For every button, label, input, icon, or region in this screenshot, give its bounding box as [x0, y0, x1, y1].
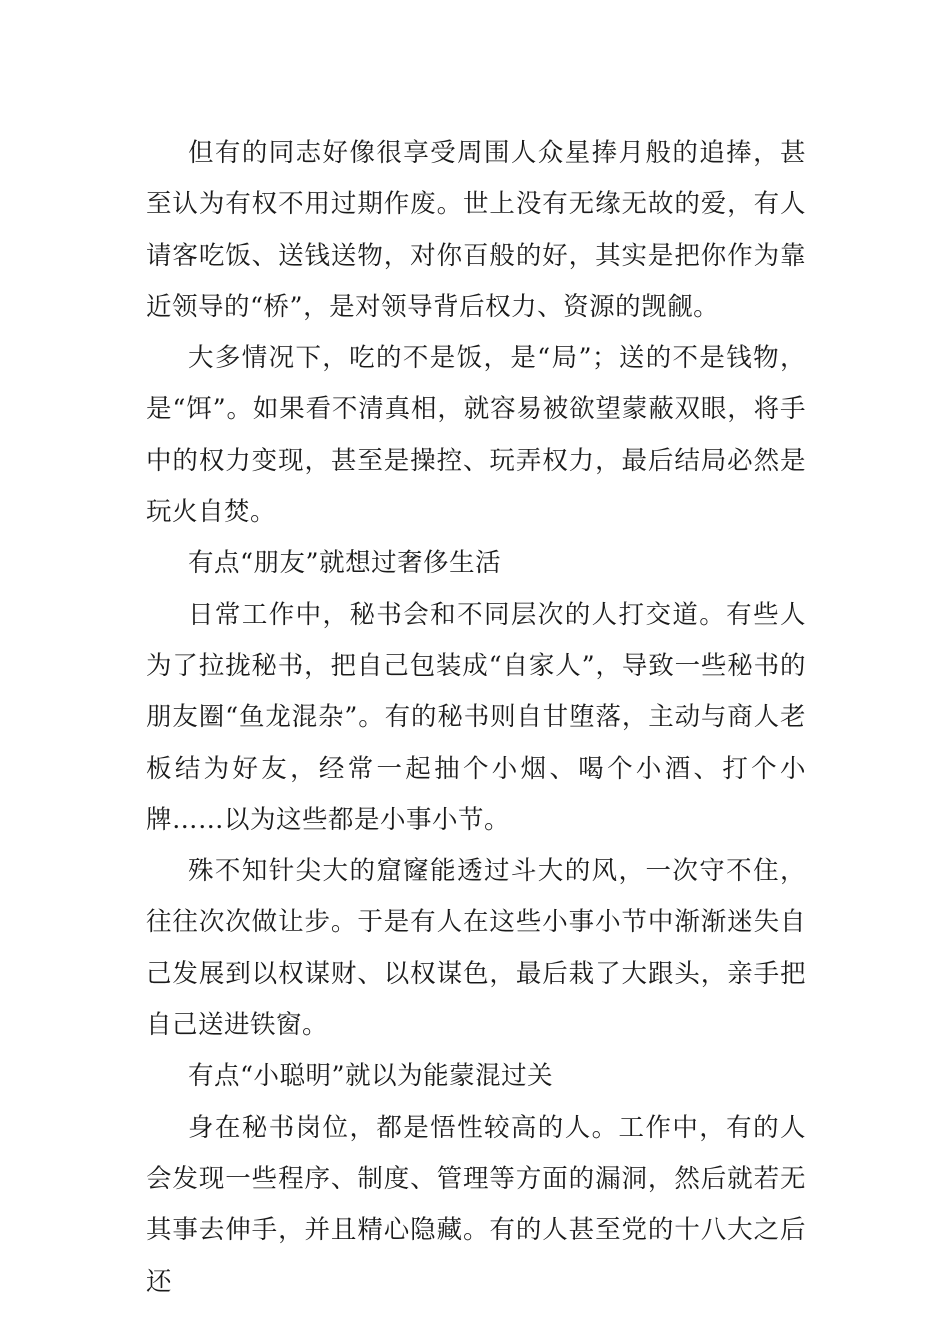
- document-page: [146, 128, 806, 1308]
- section-heading: 有点“朋友”就想过奢侈生活: [188, 548, 502, 579]
- paragraph: 但有的同志好像很享受周围人众星捧月般的追捧，甚至认为有权不用过期作废。世上没有无缘无故的爱，有人请客吃饭、送钱送物，对你百般的好，其实是把你作为靠近领导的“桥”，是对领导背后权力、资源的觊觎。: [146, 138, 806, 322]
- paragraph: 日常工作中，秘书会和不同层次的人打交道。有些人为了拉拢秘书，把自己包装成“自家人”，导致一些秘书的朋友圈“鱼龙混杂”。有的秘书则自甘堕落，主动与商人老板结为好友，经常一起抽个小烟、喝个小酒、打个小牌……以为这些都是小事小节。: [146, 599, 806, 835]
- paragraph: 大多情况下，吃的不是饭，是“局”；送的不是钱物，是“饵”。如果看不清真相，就容易被欲望蒙蔽双眼，将手中的权力变现，甚至是操控、玩弄权力，最后结局必然是玩火自焚。: [146, 343, 806, 528]
- paragraph: 殊不知针尖大的窟窿能透过斗大的风，一次守不住，往往次次做让步。于是有人在这些小事小节中渐渐迷失自己发展到以权谋财、以权谋色，最后栽了大跟头，亲手把自己送进铁窗。: [146, 856, 806, 1041]
- section-heading: 有点“小聪明”就以为能蒙混过关: [188, 1061, 554, 1092]
- paragraph: 身在秘书岗位，都是悟性较高的人。工作中，有的人会发现一些程序、制度、管理等方面的漏洞，然后就若无其事去伸手，并且精心隐藏。有的人甚至党的十八大之后还: [146, 1112, 806, 1297]
